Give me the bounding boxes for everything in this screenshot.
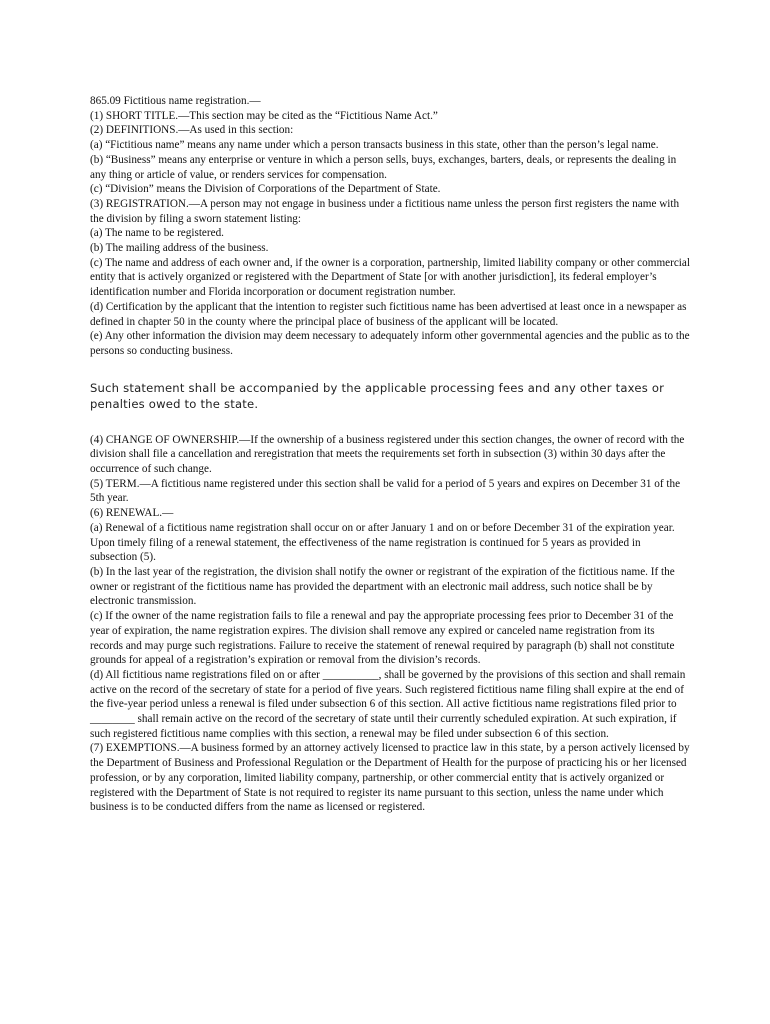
subsection-exemptions: (7) EXEMPTIONS.—A business formed by an attorney actively licensed to practice law in this state, by a person actively licensed by the Department of Business and Professional Regulation or the Department of Health for the purpose of practicing his or her licensed profession, or by any corporation, limited liability company, partnership, or other commercial entity that is actively organized or registered with the Department of State is not required to register its name pursuant to this section, unless the name under which business is to be conducted differs from the name as licensed or registered.	[90, 742, 690, 814]
fees-notice: Such statement shall be accompanied by the applicable processing fees and any other taxes or penalties owed to the state.	[90, 380, 665, 411]
renewal-item-d: (d) All fictitious name registrations filed on or after __________, shall be governed by the provisions of this section and shall remain active on the record of the secretary of state for a period of five years. Such registered fictitious name filing shall expire at the end of the five-year period unless a renewal is filed under subsection 6 of this section. All active fictitious name registrations filed prior to ________ shall remain active on the record of the secretary of state until their currently scheduled expiration. At such expiration, if such registered fictitious name complies with this section, a renewal may be filed under subsection 6 of this section.	[90, 668, 686, 740]
registration-item-c: (c) The name and address of each owner and, if the owner is a corporation, partnership, limited liability company or other commercial entity that is actively organized or registered with the Department of State [or with another jurisdiction], its federal employer’s identification number and Florida incorporation or document registration number.	[90, 256, 690, 299]
subsection-short-title: (1) SHORT TITLE.—This section may be cited as the “Fictitious Name Act.”	[90, 109, 438, 122]
registration-item-e: (e) Any other information the division may deem necessary to adequately inform other governmental agencies and the public as to the persons so conducting business.	[90, 330, 690, 357]
definition-fictitious-name: (a) “Fictitious name” means any name under which a person transacts business in this state, other than the person’s legal name.	[90, 139, 659, 152]
definition-business: (b) “Business” means any enterprise or venture in which a person sells, buys, exchanges, barters, deals, or represents the dealing in any thing or article of value, or renders services for compensation.	[90, 153, 677, 181]
registration-item-d: (d) Certification by the applicant that the intention to register such fictitious name has been advertised at least once in a newspaper as defined in chapter 50 in the county where the principal place of business of the applicant will be located.	[90, 300, 687, 328]
section-heading: 865.09 Fictitious name registration.—	[90, 95, 261, 107]
definition-division: (c) “Division” means the Division of Corporations of the Department of State.	[90, 183, 441, 196]
renewal-item-b: (b) In the last year of the registration, the division shall notify the owner or registrant of the expiration of the fictitious name. If the owner or registrant of the fictitious name has provided the department with an electronic mail address, such notice shall be by electronic transmission.	[90, 565, 675, 608]
renewal-item-c: (c) If the owner of the name registration fails to file a renewal and pay the appropriate processing fees prior to December 31 of the year of expiration, the name registration expires. The division shall remove any expired or canceled name registration from its records and may purge such registrations. Failure to receive the statement of renewal required by paragraph (b) shall not constitute grounds for appeal of a registration’s expiration or removal from the division’s records.	[90, 610, 675, 667]
registration-item-b: (b) The mailing address of the business.	[90, 242, 269, 255]
subsection-change-of-ownership: (4) CHANGE OF OWNERSHIP.—If the ownership of a business registered under this section changes, the owner of record with the division shall file a cancellation and reregistration that meets the requirements set forth in subsection (3) within 30 days after the occurrence of such change.	[90, 433, 685, 476]
renewal-item-a: (a) Renewal of a fictitious name registration shall occur on or after January 1 and on or before December 31 of the expiration year. Upon timely filing of a renewal statement, the effectiveness of the name registration is continued for 5 years as provided in subsection (5).	[90, 521, 675, 564]
subsection-registration: (3) REGISTRATION.—A person may not engage in business under a fictitious name unless the person first registers the name with the division by filing a sworn statement listing:	[90, 197, 680, 225]
document-page	[90, 94, 690, 815]
registration-item-a: (a) The name to be registered.	[90, 227, 224, 240]
subsection-renewal: (6) RENEWAL.—	[90, 507, 174, 520]
subsection-definitions: (2) DEFINITIONS.—As used in this section:	[90, 124, 294, 137]
subsection-term: (5) TERM.—A fictitious name registered under this section shall be valid for a period of 5 years and expires on December 31 of the 5th year.	[90, 477, 681, 505]
